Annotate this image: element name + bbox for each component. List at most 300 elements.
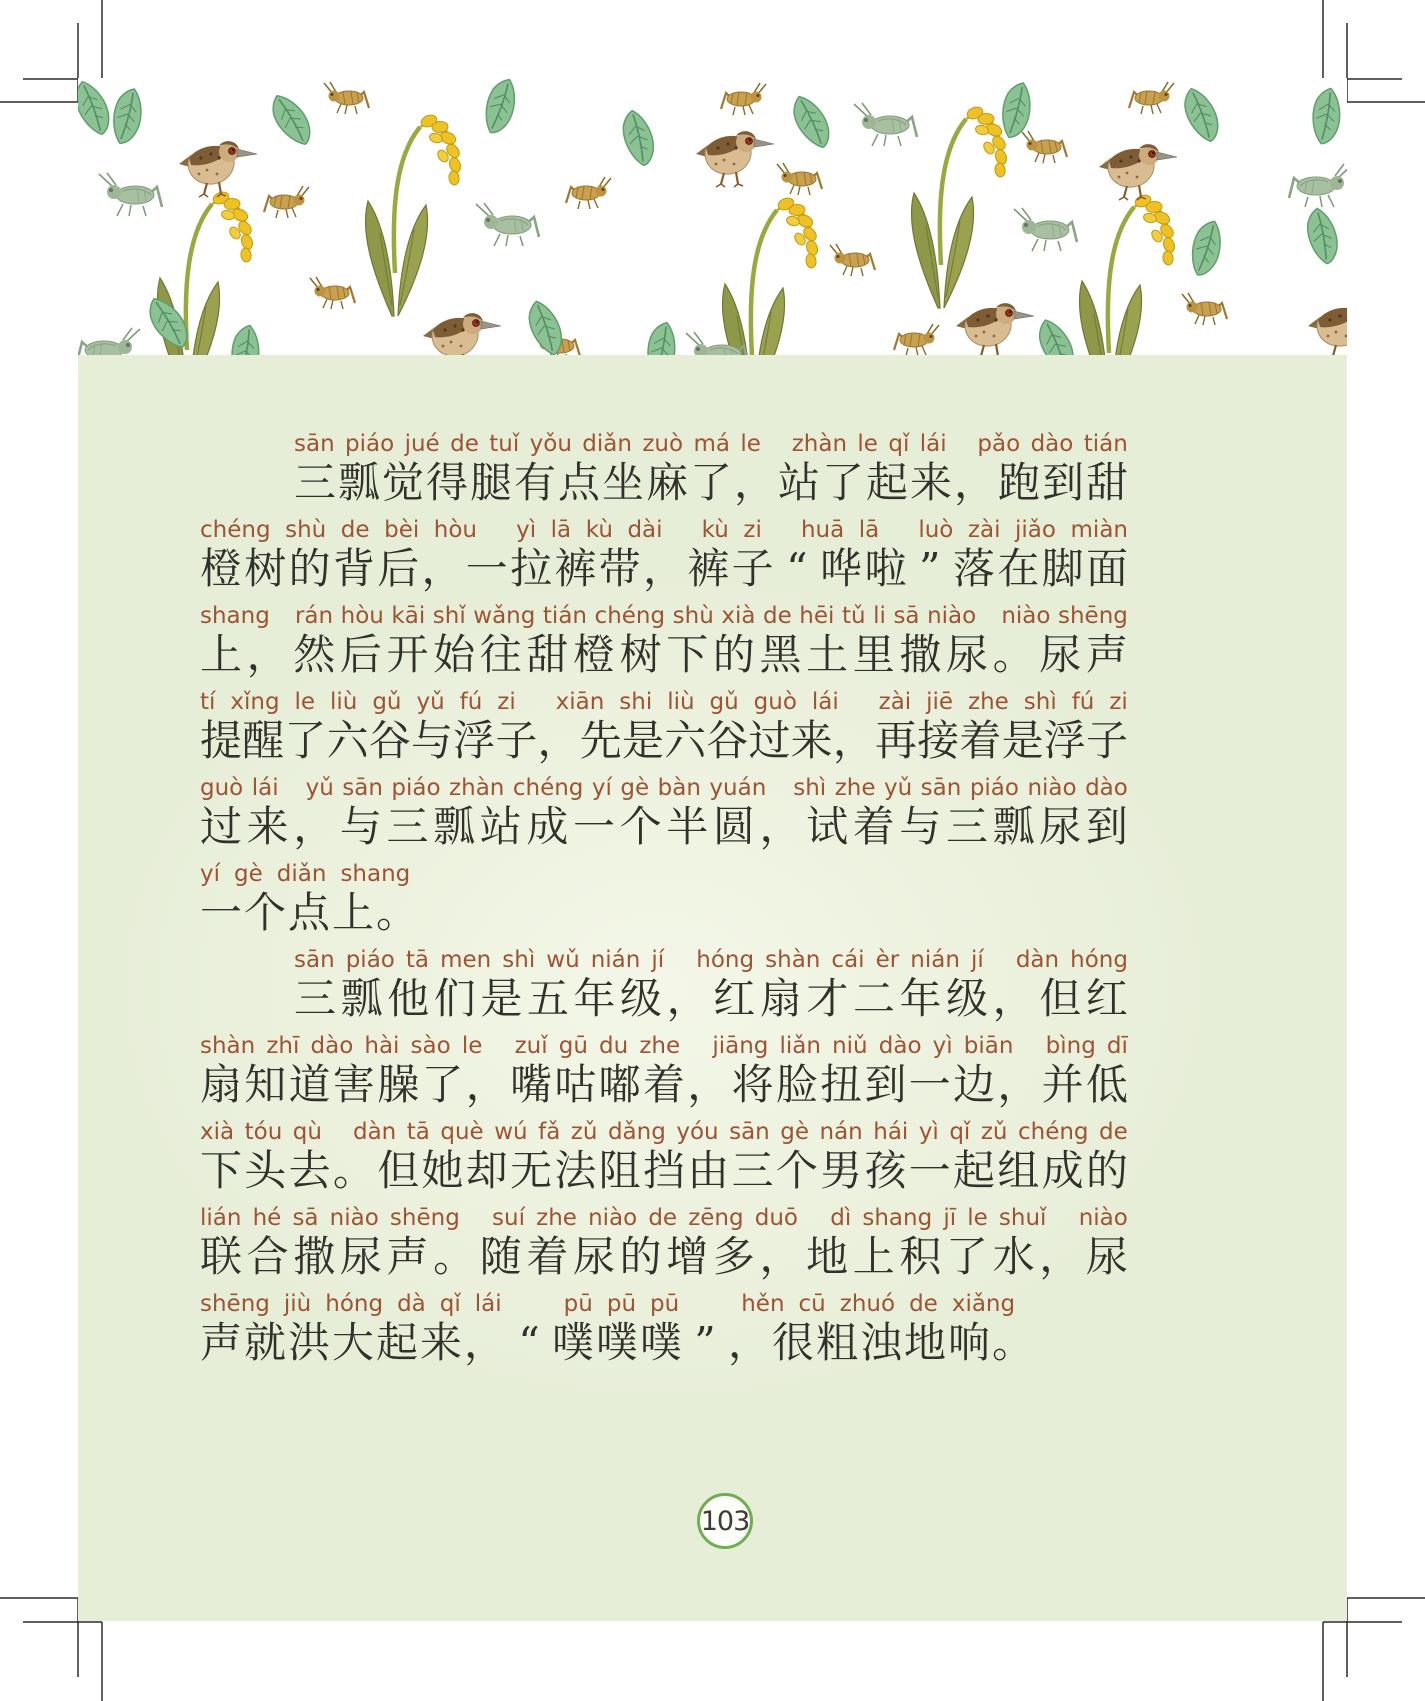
pinyin-syllable: jiù xyxy=(283,1291,312,1317)
pinyin-syllable: què xyxy=(440,1119,484,1145)
pinyin-syllable: kù xyxy=(701,517,729,543)
pinyin-syllable: zi xyxy=(497,689,516,715)
hanzi-char: 一 xyxy=(908,1146,951,1195)
hanzi-char: ” xyxy=(919,544,941,593)
hanzi-char: 男 xyxy=(820,1146,863,1195)
hanzi-char: 噗 xyxy=(552,1318,595,1367)
hanzi-char: 着 xyxy=(852,802,895,851)
hanzi-char: 树 xyxy=(619,630,662,679)
pinyin-syllable: le xyxy=(967,1205,988,1231)
pinyin-syllable: zēng xyxy=(688,1205,744,1231)
pinyin-syllable: hóng xyxy=(325,1291,384,1317)
hanzi-char: 有 xyxy=(514,458,557,507)
pinyin-row xyxy=(200,1115,1128,1145)
pinyin-row xyxy=(200,771,1128,801)
hanzi-char: 头 xyxy=(244,1146,287,1195)
hanzi-char: 低 xyxy=(1085,1060,1128,1109)
pinyin-syllable: yì xyxy=(918,1119,939,1145)
pinyin-syllable: gè xyxy=(620,775,650,801)
pinyin-syllable: de xyxy=(763,603,792,629)
hanzi-char: 跑 xyxy=(998,458,1041,507)
pinyin-syllable: sào xyxy=(410,1033,451,1059)
hanzi-char: 噗 xyxy=(640,1318,683,1367)
hanzi-char: ， xyxy=(421,544,464,593)
hanzi-char: 点 xyxy=(558,458,601,507)
pinyin-syllable: le xyxy=(857,431,878,457)
pinyin-syllable: liù xyxy=(667,689,695,715)
hanzi-char: 级 xyxy=(620,974,663,1023)
pinyin-syllable: niào xyxy=(588,1205,638,1231)
pinyin-syllable: de xyxy=(909,1291,938,1317)
hanzi-char: 红 xyxy=(713,974,756,1023)
pinyin-syllable: sān xyxy=(294,431,335,457)
hanzi-char: 始 xyxy=(433,630,476,679)
page-number-badge xyxy=(697,1493,753,1549)
pinyin-syllable: hēi xyxy=(799,603,835,629)
pinyin-syllable: xǐng xyxy=(230,689,280,715)
hanzi-char: 起 xyxy=(376,1318,419,1367)
hanzi-char: 子 xyxy=(495,716,538,765)
hanzi-char: 。 xyxy=(376,888,419,937)
pinyin-syllable: gǔ xyxy=(709,689,739,715)
pinyin-syllable: shǐ xyxy=(432,603,466,629)
pinyin-row xyxy=(200,1201,1128,1231)
hanzi-char: 三 xyxy=(386,802,429,851)
pinyin-syllable: le xyxy=(294,689,316,715)
pinyin-syllable: dàn xyxy=(352,1119,397,1145)
hanzi-char: 是 xyxy=(621,716,664,765)
hanzi-char: 先 xyxy=(579,716,622,765)
hanzi-char: 然 xyxy=(293,630,336,679)
pinyin-syllable: li xyxy=(873,603,886,629)
hanzi-char: 个 xyxy=(244,888,287,937)
pinyin-syllable: shang xyxy=(340,861,411,887)
pinyin-syllable: pǎo xyxy=(977,431,1021,457)
pinyin-syllable: yí xyxy=(591,775,612,801)
hanzi-char: ， xyxy=(1039,1232,1082,1281)
hanzi-char: 与 xyxy=(339,802,382,851)
hanzi-char: 后 xyxy=(339,630,382,679)
hanzi-row xyxy=(200,457,1128,511)
pinyin-syllable: tóu xyxy=(244,1119,283,1145)
hanzi-char: ， xyxy=(992,974,1035,1023)
hanzi-char: 声 xyxy=(1085,630,1128,679)
hanzi-char: 树 xyxy=(244,544,287,593)
hanzi-char: 坐 xyxy=(602,458,645,507)
hanzi-char: 过 xyxy=(748,716,791,765)
hanzi-row xyxy=(200,1317,1128,1371)
hanzi-char: 了 xyxy=(690,458,733,507)
hanzi-char: 嘴 xyxy=(510,1060,553,1109)
pinyin-syllable: hái xyxy=(873,1119,909,1145)
pinyin-syllable: zài xyxy=(967,517,1001,543)
hanzi-char: 谷 xyxy=(368,716,411,765)
pinyin-syllable: rán xyxy=(294,603,334,629)
hanzi-char: 瓢 xyxy=(992,802,1035,851)
hanzi-char: 一 xyxy=(908,1060,951,1109)
pinyin-syllable: jiǎo xyxy=(1015,517,1056,543)
pinyin-syllable: cū xyxy=(798,1291,826,1317)
text-line xyxy=(200,1115,1128,1199)
hanzi-char: 个 xyxy=(775,1146,818,1195)
hanzi-char: 着 xyxy=(959,716,1002,765)
pinyin-syllable: nián xyxy=(910,947,960,973)
pinyin-syllable: dàn xyxy=(1015,947,1060,973)
pinyin-syllable: zi xyxy=(743,517,762,543)
hanzi-char: 扇 xyxy=(759,974,802,1023)
hanzi-char: 组 xyxy=(997,1146,1040,1195)
text-line xyxy=(200,943,1128,1027)
hanzi-char: 。 xyxy=(992,630,1035,679)
hanzi-char: 子 xyxy=(1085,716,1128,765)
pinyin-syllable: zhàn xyxy=(449,775,505,801)
hanzi-char: 他 xyxy=(387,974,430,1023)
pinyin-syllable: dà xyxy=(397,1291,426,1317)
page-number: 103 xyxy=(700,1505,750,1537)
pinyin-syllable: niǔ xyxy=(832,1033,868,1059)
hanzi-char: 害 xyxy=(332,1060,375,1109)
hanzi-char: 拉 xyxy=(510,544,553,593)
pinyin-syllable: yǔ xyxy=(305,775,334,801)
pinyin-syllable: hài xyxy=(364,1033,400,1059)
hanzi-char: 扭 xyxy=(820,1060,863,1109)
pinyin-syllable: cái xyxy=(831,947,865,973)
pinyin-syllable: hòu xyxy=(433,517,478,543)
hanzi-char: 与 xyxy=(410,716,453,765)
pinyin-syllable: lā xyxy=(550,517,572,543)
hanzi-char: 将 xyxy=(731,1060,774,1109)
pinyin-syllable: chéng xyxy=(1017,1119,1089,1145)
hanzi-char: ， xyxy=(734,458,777,507)
pinyin-syllable: dī xyxy=(1106,1033,1128,1059)
pinyin-syllable: shàn xyxy=(200,1033,256,1059)
pinyin-syllable: shang xyxy=(862,1205,933,1231)
pinyin-syllable: yì xyxy=(932,1033,953,1059)
hanzi-char: 了 xyxy=(946,1232,989,1281)
hanzi-char: 多 xyxy=(712,1232,755,1281)
hanzi-char: 再 xyxy=(875,716,918,765)
hanzi-char: 一 xyxy=(200,888,243,937)
hanzi-char: 水 xyxy=(992,1232,1035,1281)
pinyin-syllable: lái xyxy=(251,775,279,801)
pinyin-syllable: sān xyxy=(342,775,383,801)
text-line xyxy=(200,771,1128,855)
hanzi-char: 三 xyxy=(731,1146,774,1195)
pinyin-syllable: kāi xyxy=(391,603,426,629)
pinyin-syllable: yí xyxy=(200,861,221,887)
hanzi-char: 落 xyxy=(953,544,996,593)
hanzi-char: 瓢 xyxy=(340,974,383,1023)
hanzi-row xyxy=(200,629,1128,683)
hanzi-char: 并 xyxy=(1041,1060,1084,1109)
pinyin-syllable: diǎn xyxy=(276,861,327,887)
hanzi-row xyxy=(200,887,1128,941)
hanzi-char: 们 xyxy=(433,974,476,1023)
hanzi-row xyxy=(200,1231,1128,1285)
pinyin-syllable: chéng xyxy=(512,775,584,801)
hanzi-char: “ xyxy=(518,1318,540,1367)
hanzi-char: 红 xyxy=(1085,974,1128,1023)
hanzi-char: 积 xyxy=(899,1232,942,1281)
hanzi-char: 起 xyxy=(953,1146,996,1195)
hanzi-char: 浮 xyxy=(1043,716,1086,765)
pinyin-syllable: hóng xyxy=(1070,947,1128,973)
hanzi-char: 大 xyxy=(332,1318,375,1367)
pinyin-syllable: tā xyxy=(406,1119,430,1145)
pinyin-syllable: biān xyxy=(963,1033,1014,1059)
hanzi-char: 了 xyxy=(822,458,865,507)
hanzi-char: 裤 xyxy=(554,544,597,593)
pinyin-syllable: kù xyxy=(585,517,613,543)
hanzi-char: 一 xyxy=(465,544,508,593)
hanzi-char: 下 xyxy=(666,630,709,679)
hanzi-char: 麻 xyxy=(646,458,689,507)
hanzi-char: 个 xyxy=(619,802,662,851)
hanzi-char: “ xyxy=(786,544,808,593)
pinyin-syllable: zhe xyxy=(968,689,1009,715)
pinyin-syllable: hóng xyxy=(696,947,755,973)
hanzi-char: 橙 xyxy=(573,630,616,679)
pinyin-syllable: zhàn xyxy=(791,431,848,457)
hanzi-char: ， xyxy=(759,1232,802,1281)
hanzi-char: 无 xyxy=(510,1146,553,1195)
hanzi-char: 阻 xyxy=(598,1146,641,1195)
hanzi-char: 声 xyxy=(200,1318,243,1367)
hanzi-char: 甜 xyxy=(1086,458,1129,507)
hanzi-char: 啦 xyxy=(864,544,907,593)
pinyin-syllable: piáo xyxy=(345,431,395,457)
pinyin-syllable: jī xyxy=(943,1205,957,1231)
hanzi-char: ， xyxy=(666,974,709,1023)
hanzi-char: ， xyxy=(687,1060,730,1109)
pinyin-row xyxy=(200,427,1128,457)
pinyin-syllable: tián xyxy=(1083,431,1128,457)
hanzi-char: 就 xyxy=(244,1318,287,1367)
pinyin-syllable: lái xyxy=(811,689,839,715)
pinyin-syllable: nán xyxy=(819,1119,863,1145)
hanzi-char: 到 xyxy=(1042,458,1085,507)
hanzi-char: 尿 xyxy=(1039,630,1082,679)
pinyin-syllable: xiān xyxy=(555,689,605,715)
pinyin-syllable: dào xyxy=(1030,431,1074,457)
hanzi-char: 是 xyxy=(1001,716,1044,765)
hanzi-char: 尿 xyxy=(339,1232,382,1281)
hanzi-char: 了 xyxy=(421,1060,464,1109)
hanzi-char: 点 xyxy=(288,888,331,937)
hanzi-char: 到 xyxy=(864,1060,907,1109)
hanzi-char: 挡 xyxy=(642,1146,685,1195)
pinyin-syllable: shang xyxy=(200,603,270,629)
hanzi-row xyxy=(200,1059,1128,1113)
hanzi-char: 尿 xyxy=(573,1232,616,1281)
hanzi-char: 响 xyxy=(948,1318,991,1367)
pinyin-syllable: lā xyxy=(858,517,880,543)
pinyin-syllable: jiāng xyxy=(712,1033,769,1059)
text-line xyxy=(200,857,1128,941)
hanzi-char: 得 xyxy=(426,458,469,507)
hanzi-char: 才 xyxy=(806,974,849,1023)
hanzi-char: 。 xyxy=(992,1318,1035,1367)
pinyin-syllable: shì xyxy=(793,775,827,801)
hanzi-char: 在 xyxy=(997,544,1040,593)
hanzi-char: 地 xyxy=(806,1232,849,1281)
pinyin-syllable: yǔ xyxy=(883,775,913,801)
pinyin-syllable: shù xyxy=(285,517,327,543)
pinyin-syllable: èr xyxy=(875,947,900,973)
hanzi-char: 的 xyxy=(712,630,755,679)
pinyin-syllable: zhe xyxy=(834,775,876,801)
pinyin-syllable: shēng xyxy=(1058,603,1128,629)
hanzi-char: 却 xyxy=(465,1146,508,1195)
pinyin-syllable: dǎng xyxy=(607,1119,666,1145)
pinyin-syllable: sān xyxy=(920,775,962,801)
pinyin-syllable: yuán xyxy=(709,775,767,801)
pinyin-syllable: xià xyxy=(200,1119,235,1145)
pinyin-syllable: suí xyxy=(492,1205,525,1231)
text-block xyxy=(200,427,1128,1373)
hanzi-char: 声 xyxy=(386,1232,429,1281)
pinyin-row xyxy=(200,1029,1128,1059)
pinyin-syllable: miàn xyxy=(1070,517,1128,543)
hanzi-char: 了 xyxy=(284,716,327,765)
pinyin-syllable: piáo xyxy=(391,775,441,801)
pinyin-syllable: gū xyxy=(558,1033,588,1059)
hanzi-char: 道 xyxy=(288,1060,331,1109)
pinyin-syllable: wǔ xyxy=(546,947,580,973)
hanzi-char: 她 xyxy=(421,1146,464,1195)
pinyin-syllable: tǔ xyxy=(841,603,866,629)
pinyin-syllable: dào xyxy=(310,1033,354,1059)
pinyin-syllable: liù xyxy=(330,689,358,715)
pinyin-syllable: niào xyxy=(1078,1205,1128,1231)
hanzi-char: 腿 xyxy=(470,458,513,507)
hanzi-char: ” xyxy=(694,1318,716,1367)
hanzi-char: ， xyxy=(997,1060,1040,1109)
pinyin-syllable: de xyxy=(340,517,370,543)
pinyin-syllable: jí xyxy=(970,947,984,973)
pinyin-syllable: lái xyxy=(919,431,947,457)
hanzi-char: ， xyxy=(293,802,336,851)
hanzi-char: 醒 xyxy=(242,716,285,765)
pinyin-syllable: dì xyxy=(830,1205,852,1231)
hanzi-char: 站 xyxy=(778,458,821,507)
pinyin-syllable: de xyxy=(1099,1119,1128,1145)
hanzi-char: 上 xyxy=(332,888,375,937)
hanzi-char: 着 xyxy=(642,1060,685,1109)
hanzi-char: 里 xyxy=(852,630,895,679)
hanzi-char: 过 xyxy=(200,802,243,851)
hanzi-char: 试 xyxy=(806,802,849,851)
pinyin-syllable: shēng xyxy=(200,1291,270,1317)
hanzi-char: 是 xyxy=(480,974,523,1023)
hanzi-char: 甜 xyxy=(526,630,569,679)
pinyin-syllable: zhuó xyxy=(839,1291,896,1317)
pinyin-syllable: qù xyxy=(292,1119,322,1145)
pinyin-syllable: hé xyxy=(252,1205,282,1231)
hanzi-char: 边 xyxy=(953,1060,996,1109)
pinyin-syllable: yóu xyxy=(676,1119,719,1145)
pinyin-syllable: zhe xyxy=(639,1033,681,1059)
hanzi-char: ， xyxy=(759,802,802,851)
text-line xyxy=(200,1029,1128,1113)
pinyin-syllable: guò xyxy=(200,775,244,801)
pinyin-syllable: pū xyxy=(650,1291,680,1317)
hanzi-char: 成 xyxy=(1041,1146,1084,1195)
pinyin-syllable: gè xyxy=(780,1119,809,1145)
hanzi-char: 噗 xyxy=(596,1318,639,1367)
pinyin-row xyxy=(200,685,1128,715)
hanzi-char: 合 xyxy=(246,1232,289,1281)
hanzi-char: 圆 xyxy=(712,802,755,851)
pinyin-syllable: dài xyxy=(627,517,663,543)
header-pattern xyxy=(78,78,1347,355)
hanzi-char: 与 xyxy=(899,802,942,851)
hanzi-char: 子 xyxy=(731,544,774,593)
hanzi-char: 上 xyxy=(200,630,243,679)
hanzi-char: 提 xyxy=(200,716,243,765)
hanzi-char: 着 xyxy=(526,1232,569,1281)
pinyin-syllable: zuò xyxy=(642,431,684,457)
pinyin-row xyxy=(200,943,1128,973)
pinyin-syllable: chéng xyxy=(200,517,271,543)
pinyin-syllable: hòu xyxy=(340,603,384,629)
hanzi-char: 的 xyxy=(288,544,331,593)
hanzi-char: 六 xyxy=(664,716,707,765)
hanzi-char: 黑 xyxy=(759,630,802,679)
hanzi-char: 面 xyxy=(1085,544,1128,593)
hanzi-char: 背 xyxy=(332,544,375,593)
pinyin-syllable: gè xyxy=(234,861,263,887)
pinyin-syllable: bìng xyxy=(1045,1033,1096,1059)
hanzi-char: 级 xyxy=(946,974,989,1023)
pinyin-syllable: zhī xyxy=(266,1033,300,1059)
pinyin-row xyxy=(200,857,1128,887)
hanzi-char: 年 xyxy=(573,974,616,1023)
pinyin-syllable: xià xyxy=(721,603,756,629)
hanzi-char: 来 xyxy=(910,458,953,507)
hanzi-char: 起 xyxy=(866,458,909,507)
pinyin-syllable: sā xyxy=(292,1205,319,1231)
pinyin-syllable: le xyxy=(740,431,761,457)
hanzi-char: ， xyxy=(728,1318,771,1367)
hanzi-char: 六 xyxy=(326,716,369,765)
pinyin-syllable: fú xyxy=(1071,689,1095,715)
pinyin-syllable: lái xyxy=(474,1291,502,1317)
pinyin-syllable: sān xyxy=(294,947,335,973)
pinyin-syllable: nián xyxy=(590,947,641,973)
hanzi-char: 下 xyxy=(200,1146,243,1195)
pinyin-syllable: shēng xyxy=(389,1205,460,1231)
pinyin-syllable: wǎng xyxy=(473,603,536,629)
content-panel xyxy=(78,355,1347,1621)
hanzi-char: 三 xyxy=(294,458,337,507)
hanzi-char: 粗 xyxy=(816,1318,859,1367)
hanzi-char: 但 xyxy=(377,1146,420,1195)
pinyin-syllable: guò xyxy=(753,689,797,715)
pinyin-syllable: wú xyxy=(494,1119,528,1145)
hanzi-char: 年 xyxy=(899,974,942,1023)
pinyin-syllable: le xyxy=(461,1033,483,1059)
pinyin-row xyxy=(200,1287,1128,1317)
pinyin-syllable: shuǐ xyxy=(998,1205,1047,1231)
text-line xyxy=(200,685,1128,769)
pinyin-syllable: hěn xyxy=(741,1291,785,1317)
hanzi-char: 知 xyxy=(244,1060,287,1109)
pinyin-syllable: tián xyxy=(542,603,587,629)
pinyin-syllable: piáo xyxy=(969,775,1019,801)
pinyin-syllable: diǎn xyxy=(582,431,632,457)
hanzi-char: ， xyxy=(465,1060,508,1109)
